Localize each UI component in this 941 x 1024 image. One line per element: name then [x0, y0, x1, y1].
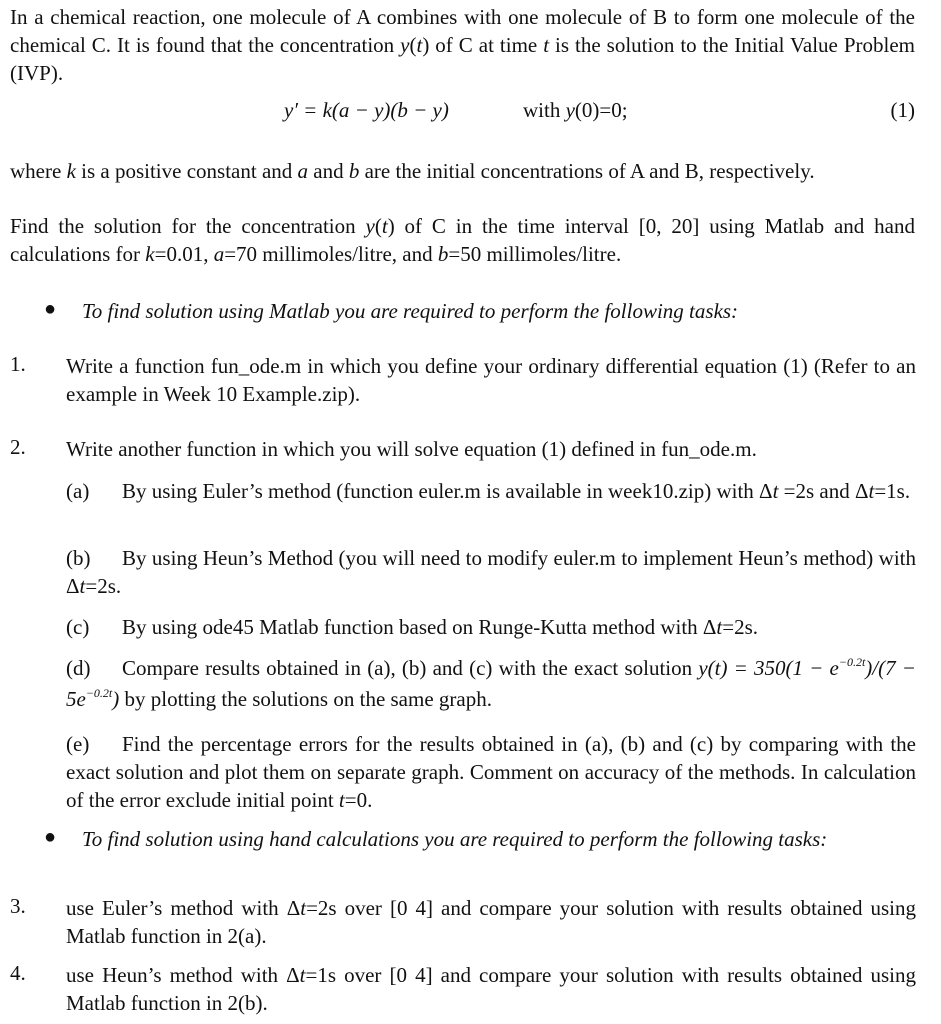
equation-number: (1): [890, 98, 915, 122]
item-number: 2.: [10, 435, 26, 459]
task-2e: (e) Find the percentage errors for the results obtained in (a), (b) and (c) by comparing with the exact solution and plot them on separate graph. Comment on accuracy of the methods. In calculation of the error exclude initial point t=0.: [66, 732, 916, 812]
task-2: Write another function in which you will solve equation (1) defined in fun_ode.m.: [66, 437, 757, 461]
intro-paragraph: In a chemical reaction, one molecule of A combines with one molecule of B to form one molecule of the chemical C. It is found that the concentration y(t) of C at time t is the solution to the Initial Value Problem (IVP).: [10, 5, 915, 85]
equation-line: [0, 98, 941, 128]
where-paragraph: where k is a positive constant and a and b are the initial concentrations of A and B, respectively.: [10, 159, 815, 183]
item-number: 4.: [10, 961, 26, 985]
initial-condition: with y(0)=0;: [523, 98, 628, 122]
item-number: 1.: [10, 352, 26, 376]
item-number: 3.: [10, 894, 26, 918]
bullet-icon: ●: [44, 826, 57, 848]
task-2b: (b) By using Heun’s Method (you will need to modify euler.m to implement Heun’s method) with Δt=2s.: [66, 546, 916, 598]
hand-calc-tasks-heading: To find solution using hand calculations you are required to perform the following tasks:: [82, 827, 828, 851]
matlab-tasks-heading: To find solution using Matlab you are required to perform the following tasks:: [82, 299, 739, 323]
find-paragraph: Find the solution for the concentration y(t) of C in the time interval [0, 20] using Matlab and hand calculations for k=0.01, a=70 millimoles/litre, and b=50 millimoles/litre.: [10, 214, 915, 266]
task-2d: (d) Compare results obtained in (a), (b) and (c) with the exact solution $y(t) = 350(1 - e^{-0.2t})/(7 - 5e^{-0.2t})$ by plotting the solutions on the same graph.: [66, 655, 916, 711]
task-2c: (c) By using ode45 Matlab function based on Runge-Kutta method with Δt=2s.: [66, 615, 759, 639]
exact-solution-formula: $y(t) = 350(1 - e^{-0.2t})/(7 - 5e^{-0.2t})$: [66, 655, 916, 711]
ode-formula: y′ = k(a − y)(b − y): [284, 98, 449, 122]
task-2a: (a) By using Euler’s method (function euler.m is available in week10.zip) with Δt =2s and Δt=1s.: [66, 479, 911, 503]
task-1: Write a function fun_ode.m in which you define your ordinary differential equation (1) (Refer to an example in Week 10 Example.zip).: [66, 354, 916, 406]
task-4: use Heun’s method with Δt=1s over [0 4] and compare your solution with results obtained using Matlab function in 2(b).: [66, 963, 916, 1015]
bullet-icon: ●: [44, 298, 57, 320]
task-3: use Euler’s method with Δt=2s over [0 4] and compare your solution with results obtained using Matlab function in 2(a).: [66, 896, 916, 948]
